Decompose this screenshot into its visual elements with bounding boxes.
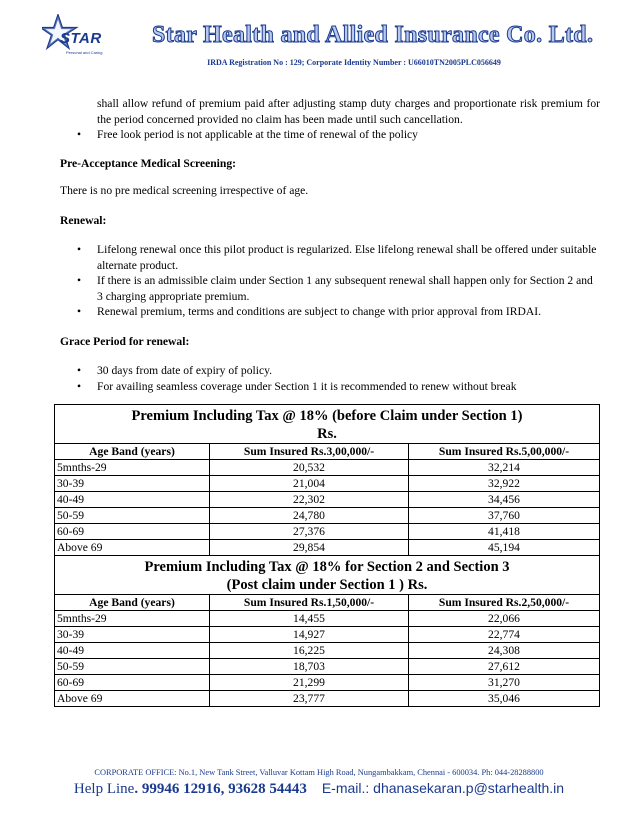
premium-cell: 27,612 (409, 659, 600, 675)
list-item-text: Lifelong renewal once this pilot product is regularized. Else lifelong renewal shall be offered under suitable alternate product. (97, 243, 597, 272)
age-band-cell: Above 69 (55, 691, 210, 707)
premium-cell: 14,455 (210, 611, 409, 627)
list-item (60, 304, 600, 320)
letterhead (0, 0, 638, 80)
renewal-list (60, 242, 600, 320)
premium-table (54, 404, 600, 707)
premium-cell: 34,456 (409, 492, 600, 508)
table-row (55, 492, 600, 508)
star-logo-icon (42, 14, 114, 62)
column-header-age-band: Age Band (years) (55, 595, 210, 611)
list-item-text: For availing seamless coverage under Section 1 it is recommended to renew without break (97, 379, 517, 393)
helpline-numbers: . 99946 12916, 93628 54443 (134, 781, 307, 797)
grace-period-heading: Grace Period for renewal: (60, 334, 190, 348)
age-band-cell: 60-69 (55, 675, 210, 691)
premium-cell: 24,308 (409, 643, 600, 659)
pre-acceptance-heading: Pre-Acceptance Medical Screening: (60, 156, 236, 170)
bullet-icon: • (77, 305, 82, 318)
table-1-caption-line1: Premium Including Tax @ 18% (before Claim under Section 1) (131, 408, 523, 424)
premium-cell: 22,066 (409, 611, 600, 627)
age-band-cell: 40-49 (55, 643, 210, 659)
age-band-cell: 30-39 (55, 627, 210, 643)
logo-wordmark: STAR (60, 30, 102, 47)
table-caption-row (55, 405, 600, 444)
helpline-label: Help Line (73, 781, 135, 797)
corporate-office-address: CORPORATE OFFICE: No.1, New Tank Street, Valluvar Kottam High Road, Nungambakkam, Chennai - 600034. Ph: 044-28288800 (94, 768, 544, 777)
table-1-caption (55, 405, 600, 444)
bullet-icon: • (77, 274, 82, 287)
table-2-caption-line1: Premium Including Tax @ 18% for Section 2 and Section 3 (144, 559, 510, 575)
premium-cell: 35,046 (409, 691, 600, 707)
column-header-sum-insured-1: Sum Insured Rs.1,50,000/- (210, 595, 409, 611)
age-band-cell: 5mnths-29 (55, 460, 210, 476)
table-row (55, 675, 600, 691)
premium-cell: 16,225 (210, 643, 409, 659)
premium-cell: 45,194 (409, 540, 600, 556)
company-name: Star Health and Allied Insurance Co. Ltd. (152, 22, 594, 48)
table-2-caption-line2: (Post claim under Section 1 ) Rs. (226, 577, 428, 593)
bullet-icon: • (77, 364, 82, 377)
list-item (60, 379, 600, 395)
age-band-cell: 5mnths-29 (55, 611, 210, 627)
table-row (55, 524, 600, 540)
premium-cell: 24,780 (210, 508, 409, 524)
premium-cell: 29,854 (210, 540, 409, 556)
premium-cell: 32,922 (409, 476, 600, 492)
premium-cell: 22,774 (409, 627, 600, 643)
premium-cell: 22,302 (210, 492, 409, 508)
table-header-row (55, 444, 600, 460)
table-1-caption-line2: Rs. (317, 426, 337, 442)
list-item (60, 242, 600, 273)
table-header-row (55, 595, 600, 611)
premium-cell: 18,703 (210, 659, 409, 675)
bullet-icon: • (77, 128, 82, 141)
helpline-footer (0, 780, 638, 798)
age-band-cell: 50-59 (55, 659, 210, 675)
logo-tagline: Personal and Caring (66, 50, 103, 55)
premium-cell: 27,376 (210, 524, 409, 540)
list-item-text: 30 days from date of expiry of policy. (97, 364, 273, 377)
premium-cell: 31,270 (409, 675, 600, 691)
refund-continuation-text: shall allow refund of premium paid after adjusting stamp duty charges and proportionate risk premium for the period concerned provided no claim has been made until such cancellation. (97, 97, 600, 126)
table-row (55, 659, 600, 675)
table-row (55, 476, 600, 492)
premium-tables (54, 404, 600, 707)
premium-cell: 37,760 (409, 508, 600, 524)
age-band-cell: 50-59 (55, 508, 210, 524)
table-row (55, 691, 600, 707)
list-item-text: If there is an admissible claim under Section 1 any subsequent renewal shall happen only for Section 2 and 3 charging appropriate premium. (97, 274, 593, 303)
premium-cell: 21,004 (210, 476, 409, 492)
pre-acceptance-text: There is no pre medical screening irrespective of age. (60, 184, 309, 197)
bullet-icon: • (77, 243, 82, 256)
premium-cell: 20,532 (210, 460, 409, 476)
table-row (55, 540, 600, 556)
renewal-heading: Renewal: (60, 213, 107, 227)
table-2-caption (55, 556, 600, 595)
grace-period-list (60, 363, 600, 394)
list-item-text: Free look period is not applicable at the time of renewal of the policy (97, 128, 418, 141)
age-band-cell: 60-69 (55, 524, 210, 540)
column-header-sum-insured-2: Sum Insured Rs.5,00,000/- (409, 444, 600, 460)
age-band-cell: 40-49 (55, 492, 210, 508)
age-band-cell: 30-39 (55, 476, 210, 492)
column-header-sum-insured-2: Sum Insured Rs.2,50,000/- (409, 595, 600, 611)
registration-line: IRDA Registration No : 129; Corporate Identity Number : U66010TN2005PLC056649 (207, 58, 501, 67)
column-header-sum-insured-1: Sum Insured Rs.3,00,000/- (210, 444, 409, 460)
table-row (55, 611, 600, 627)
age-band-cell: Above 69 (55, 540, 210, 556)
email-address: E-mail.: dhanasekaran.p@starhealth.in (321, 780, 565, 796)
list-item (60, 363, 600, 379)
premium-cell: 14,927 (210, 627, 409, 643)
free-look-list (60, 127, 600, 143)
premium-cell: 21,299 (210, 675, 409, 691)
table-caption-row (55, 556, 600, 595)
list-item-text: Renewal premium, terms and conditions are subject to change with prior approval from IRDAI. (97, 305, 541, 318)
premium-cell: 32,214 (409, 460, 600, 476)
column-header-age-band: Age Band (years) (55, 444, 210, 460)
bullet-icon: • (77, 379, 82, 393)
table-row (55, 627, 600, 643)
premium-cell: 41,418 (409, 524, 600, 540)
table-row (55, 460, 600, 476)
table-row (55, 643, 600, 659)
document-body (60, 96, 600, 394)
list-item (60, 273, 600, 304)
table-row (55, 508, 600, 524)
premium-cell: 23,777 (210, 691, 409, 707)
list-item (60, 127, 600, 143)
